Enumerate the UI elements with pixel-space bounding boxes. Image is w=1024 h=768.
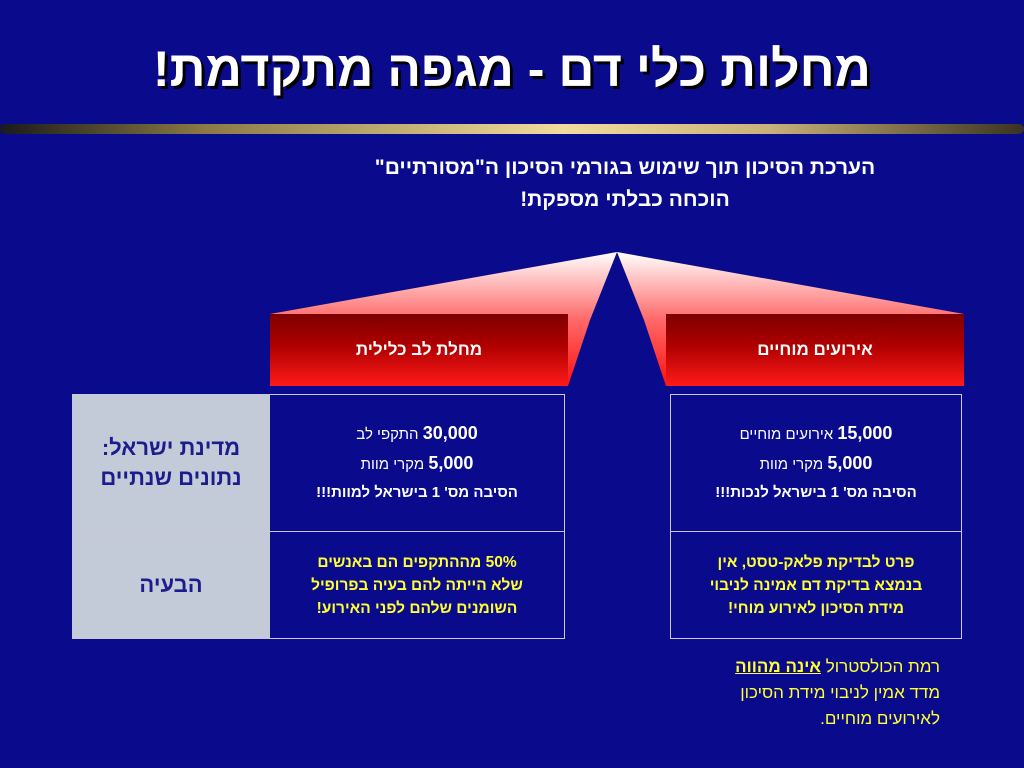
footnote-line-3: לאירועים מוחיים. — [820, 709, 940, 728]
heart-attacks-line — [356, 419, 477, 449]
heart-problem-line-3: השומנים שלהם לפני האירוע! — [316, 599, 518, 617]
slide-title: מחלות כלי דם - מגפה מתקדמת! — [153, 41, 871, 97]
heart-deaths-line — [361, 449, 474, 479]
heart-attacks-number: 30,000 — [422, 423, 478, 443]
heart-stats-cell — [269, 394, 565, 532]
heart-deaths-text: מקרי מוות — [360, 456, 425, 473]
heart-problem-line-2: שלא הייתה להם בעיה בפרופיל — [311, 576, 523, 594]
header-heart-disease: מחלת לב כלילית — [270, 314, 568, 386]
stroke-problem-line-2: בנמצא בדיקת דם אמינה לניבוי — [709, 576, 923, 594]
stroke-stats-cell — [670, 394, 962, 532]
row-label-problem: הבעיה — [72, 531, 270, 639]
heart-problem-cell — [269, 531, 565, 639]
stroke-events-line — [740, 419, 893, 449]
footnote-pre: רמת הכולסטרול — [825, 657, 940, 676]
row-label-stats — [72, 394, 270, 532]
stroke-deaths-number: 5,000 — [827, 453, 873, 473]
heart-problem-line-1: 50% מההתקפים הם באנשים — [317, 553, 517, 571]
stroke-problem-line-3: מידת הסיכון לאירוע מוחי! — [727, 599, 905, 617]
header-stroke: אירועים מוחיים — [666, 314, 964, 386]
stroke-problem-cell — [670, 531, 962, 639]
subtitle-line-1: הערכת הסיכון תוך שימוש בגורמי הסיכון ה"מסורתיים" — [374, 156, 876, 179]
row-label-stats-line-2: נתונים שנתיים — [100, 465, 242, 490]
stroke-events-number: 15,000 — [837, 423, 893, 443]
heart-cause: הסיבה מס' 1 בישראל למוות!!! — [316, 484, 518, 501]
row-label-stats-line-1: מדינת ישראל: — [101, 435, 241, 460]
footnote-emphasis: אינה מהווה — [735, 657, 821, 676]
footnote-line-2: מדד אמין לניבוי מידת הסיכון — [740, 683, 940, 702]
stroke-cause: הסיבה מס' 1 בישראל לנכות!!! — [715, 484, 917, 501]
stroke-deaths-line — [760, 449, 873, 479]
stroke-problem-line-1: פרט לבדיקת פלאק-טסט, אין — [717, 553, 915, 571]
heart-deaths-number: 5,000 — [428, 453, 474, 473]
footnote-line-1 — [665, 654, 940, 680]
subtitle-line-2: הוכחה כבלתי מספקת! — [520, 188, 730, 211]
stroke-events-text: אירועים מוחיים — [739, 426, 834, 443]
stroke-deaths-text: מקרי מוות — [759, 456, 824, 473]
cholesterol-footnote — [665, 654, 940, 732]
heart-attacks-text: התקפי לב — [356, 426, 419, 443]
